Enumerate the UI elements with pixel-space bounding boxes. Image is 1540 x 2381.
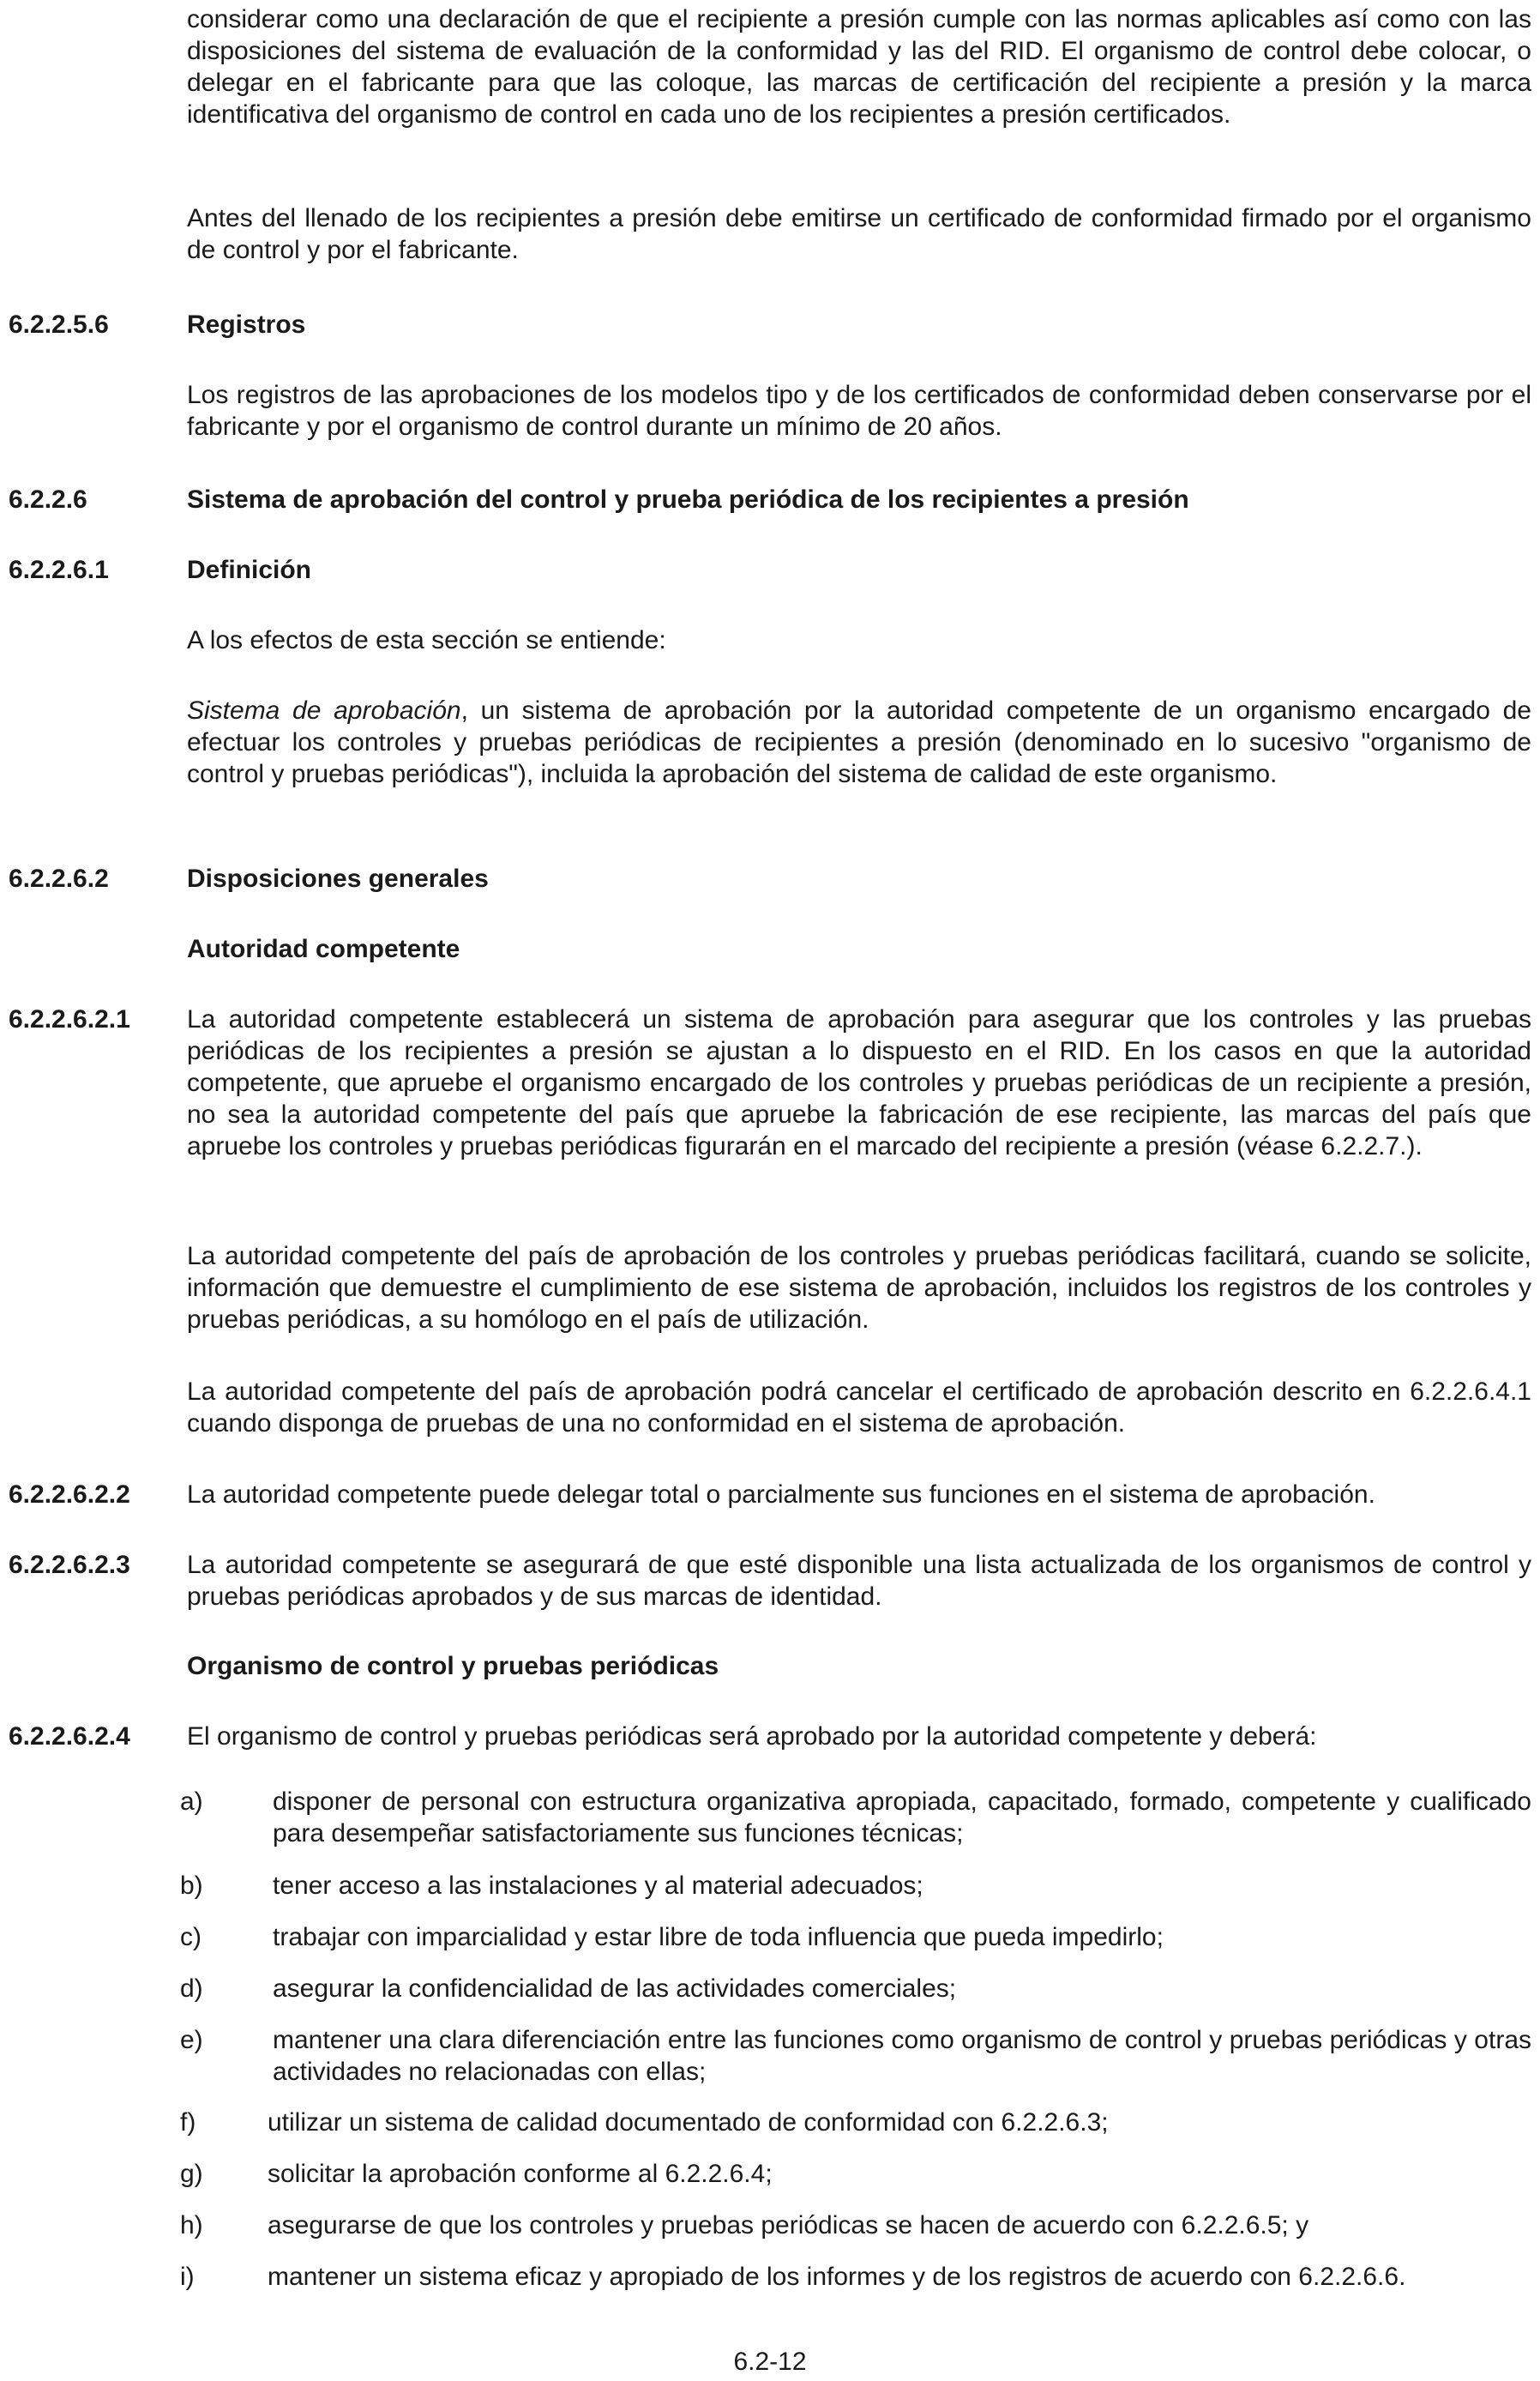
paragraph-cancel: La autoridad competente del país de aprobación podrá cancelar el certificado de aprobación descrito en 6.2.2.6.4.1 cuando disponga de pruebas de una no conformidad en el sistema de aprobación.	[187, 1377, 1531, 1438]
paragraph-definition-intro: A los efectos de esta sección se entiende:	[187, 626, 666, 654]
section-number: 6.2.2.6	[9, 485, 87, 514]
paragraph-definition: Sistema de aprobación, un sistema de aprobación por la autoridad competente de un organismo encargado de efectuar los controles y pruebas periódicas de recipientes a presión (denominado en lo sucesivo "organismo de control y pruebas periódicas"), incluida la aprobación del sistema de calidad de este organismo.	[187, 696, 1531, 788]
defined-term: Sistema de aprobación	[187, 696, 461, 725]
section-number: 6.2.2.6.1	[9, 556, 109, 584]
section-6-2-2-6-2-1: 6.2.2.6.2.1 La autoridad competente establecerá un sistema de aprobación para asegurar que los controles y las pruebas periódicas de los recipientes a presión se ajustan a lo dispuesto en el RID. En los casos en que la autoridad competente, que apruebe el organismo encargado de los controles y pruebas periódicas de un recipiente a presión, no sea la autoridad competente del país que apruebe la fabricación de ese recipiente, las marcas del país que apruebe los controles y pruebas periódicas figurarán en el marcado del recipiente a presión (véase 6.2.2.7.).	[9, 1005, 1531, 1160]
section-title: Definición	[187, 556, 312, 584]
list-item: d) asegurar la confidencialidad de las actividades comerciales;	[180, 1974, 957, 2003]
section-6-2-2-6	[9, 484, 1531, 515]
subheading-organismo: Organismo de control y pruebas periódicas	[187, 1652, 719, 1680]
paragraph-conformity-certificate: Antes del llenado de los recipientes a presión debe emitirse un certificado de conformidad firmado por el organismo de control y por el fabricante.	[187, 204, 1531, 264]
list-item: b) tener acceso a las instalaciones y al material adecuados;	[180, 1872, 923, 1900]
list-item: e) mantener una clara diferenciación entre las funciones como organismo de control y pruebas periódicas y otras actividades no relacionadas con ellas;	[180, 2026, 1531, 2086]
subheading-autoridad: Autoridad competente	[187, 935, 460, 963]
list-item: f) utilizar un sistema de calidad documentado de conformidad con 6.2.2.6.3;	[180, 2108, 1109, 2137]
section-title: Sistema de aprobación del control y prueba periódica de los recipientes a presión	[187, 485, 1189, 514]
section-number: 6.2.2.5.6	[9, 310, 109, 339]
section-6-2-2-6-1	[9, 554, 1531, 586]
list-item: a) disponer de personal con estructura organizativa apropiada, capacitado, formado, competente y cualificado para desempeñar satisfactoriamente sus funciones técnicas;	[180, 1787, 1531, 1848]
paragraph-information: La autoridad competente del país de aprobación de los controles y pruebas periódicas facilitará, cuando se solicite, información que demuestre el cumplimiento de ese sistema de aprobación, incluidos los registros de los controles y pruebas periódicas, a su homólogo en el país de utilización.	[187, 1242, 1531, 1334]
section-title: Disposiciones generales	[187, 865, 489, 893]
list-item: i) mantener un sistema eficaz y apropiado de los informes y de los registros de acuerdo con 6.2.2.6.6.	[180, 2263, 1406, 2291]
section-6-2-2-6-2-2: 6.2.2.6.2.2 La autoridad competente puede delegar total o parcialmente sus funciones en el sistema de aprobación.	[9, 1480, 1375, 1509]
section-title: Registros	[187, 310, 306, 339]
section-number: 6.2.2.6.2	[9, 865, 109, 893]
section-number: 6.2.2.6.2.2	[9, 1480, 130, 1509]
page-number: 6.2-12	[733, 2348, 807, 2376]
section-6-2-2-6-2-4: 6.2.2.6.2.4 El organismo de control y pruebas periódicas será aprobado por la autoridad competente y deberá:	[9, 1722, 1317, 1751]
list-item: h) asegurarse de que los controles y pruebas periódicas se hacen de acuerdo con 6.2.2.6.5; y	[180, 2211, 1309, 2239]
section-6-2-2-6-2	[9, 863, 1531, 895]
section-number: 6.2.2.6.2.4	[9, 1722, 130, 1751]
section-number: 6.2.2.6.2.3	[9, 1551, 130, 1579]
section-6-2-2-5-6	[9, 309, 1531, 341]
list-item: c) trabajar con imparcialidad y estar libre de toda influencia que pueda impedirlo;	[180, 1923, 1164, 1951]
paragraph-certification-marks: considerar como una declaración de que el recipiente a presión cumple con las normas aplicables así como con las disposiciones del sistema de evaluación de la conformidad y las del RID. El organismo de control debe colocar, o delegar en el fabricante para que las coloque, las marcas de certificación del recipiente a presión y la marca identificativa del organismo de control en cada uno de los recipientes a presión certificados.	[187, 5, 1531, 129]
section-number: 6.2.2.6.2.1	[9, 1005, 130, 1034]
section-6-2-2-6-2-3: 6.2.2.6.2.3 La autoridad competente se asegurará de que esté disponible una lista actualizada de los organismos de control y pruebas periódicas aprobados y de sus marcas de identidad.	[9, 1551, 1531, 1611]
paragraph-records: Los registros de las aprobaciones de los modelos tipo y de los certificados de conformidad deben conservarse por el fabricante y por el organismo de control durante un mínimo de 20 años.	[187, 381, 1531, 441]
list-item: g) solicitar la aprobación conforme al 6.2.2.6.4;	[180, 2160, 773, 2188]
